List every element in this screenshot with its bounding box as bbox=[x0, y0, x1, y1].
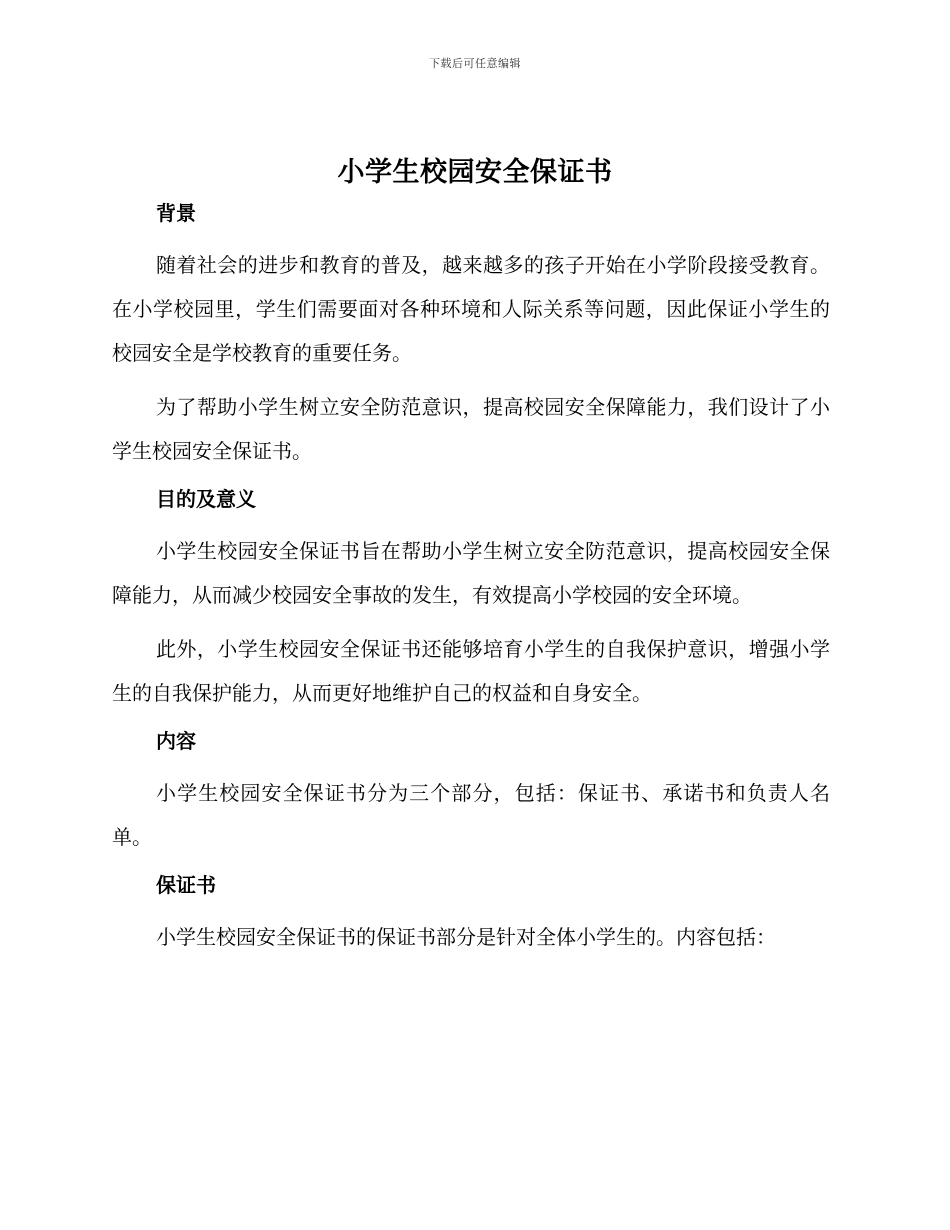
paragraph: 为了帮助小学生树立安全防范意识，提高校园安全保障能力，我们设计了小学生校园安全保证书。 bbox=[112, 395, 830, 463]
paragraph: 小学生校园安全保证书旨在帮助小学生树立安全防范意识，提高校园安全保障能力，从而减少校园安全事故的发生，有效提高小学校园的安全环境。 bbox=[112, 539, 830, 607]
document-title: 小学生校园安全保证书 bbox=[337, 157, 613, 188]
section-heading-purpose: 目的及意义 bbox=[156, 487, 256, 511]
paragraph: 此外，小学生校园安全保证书还能够培育小学生的自我保护意识，增强小学生的自我保护能力，从而更好地维护自己的权益和自身安全。 bbox=[112, 637, 830, 705]
paragraph: 随着社会的进步和教育的普及，越来越多的孩子开始在小学阶段接受教育。在小学校园里，学生们需要面对各种环境和人际关系等问题，因此保证小学生的校园安全是学校教育的重要任务。 bbox=[112, 253, 830, 365]
document-body bbox=[112, 197, 830, 959]
paragraph: 小学生校园安全保证书分为三个部分，包括：保证书、承诺书和负责人名单。 bbox=[112, 781, 830, 849]
section-heading-background: 背景 bbox=[156, 201, 196, 225]
header-note: 下载后可任意编辑 bbox=[429, 57, 521, 70]
paragraph: 小学生校园安全保证书的保证书部分是针对全体小学生的。内容包括： bbox=[156, 925, 776, 949]
section-heading-content: 内容 bbox=[156, 729, 196, 753]
section-heading-guarantee: 保证书 bbox=[156, 873, 216, 897]
